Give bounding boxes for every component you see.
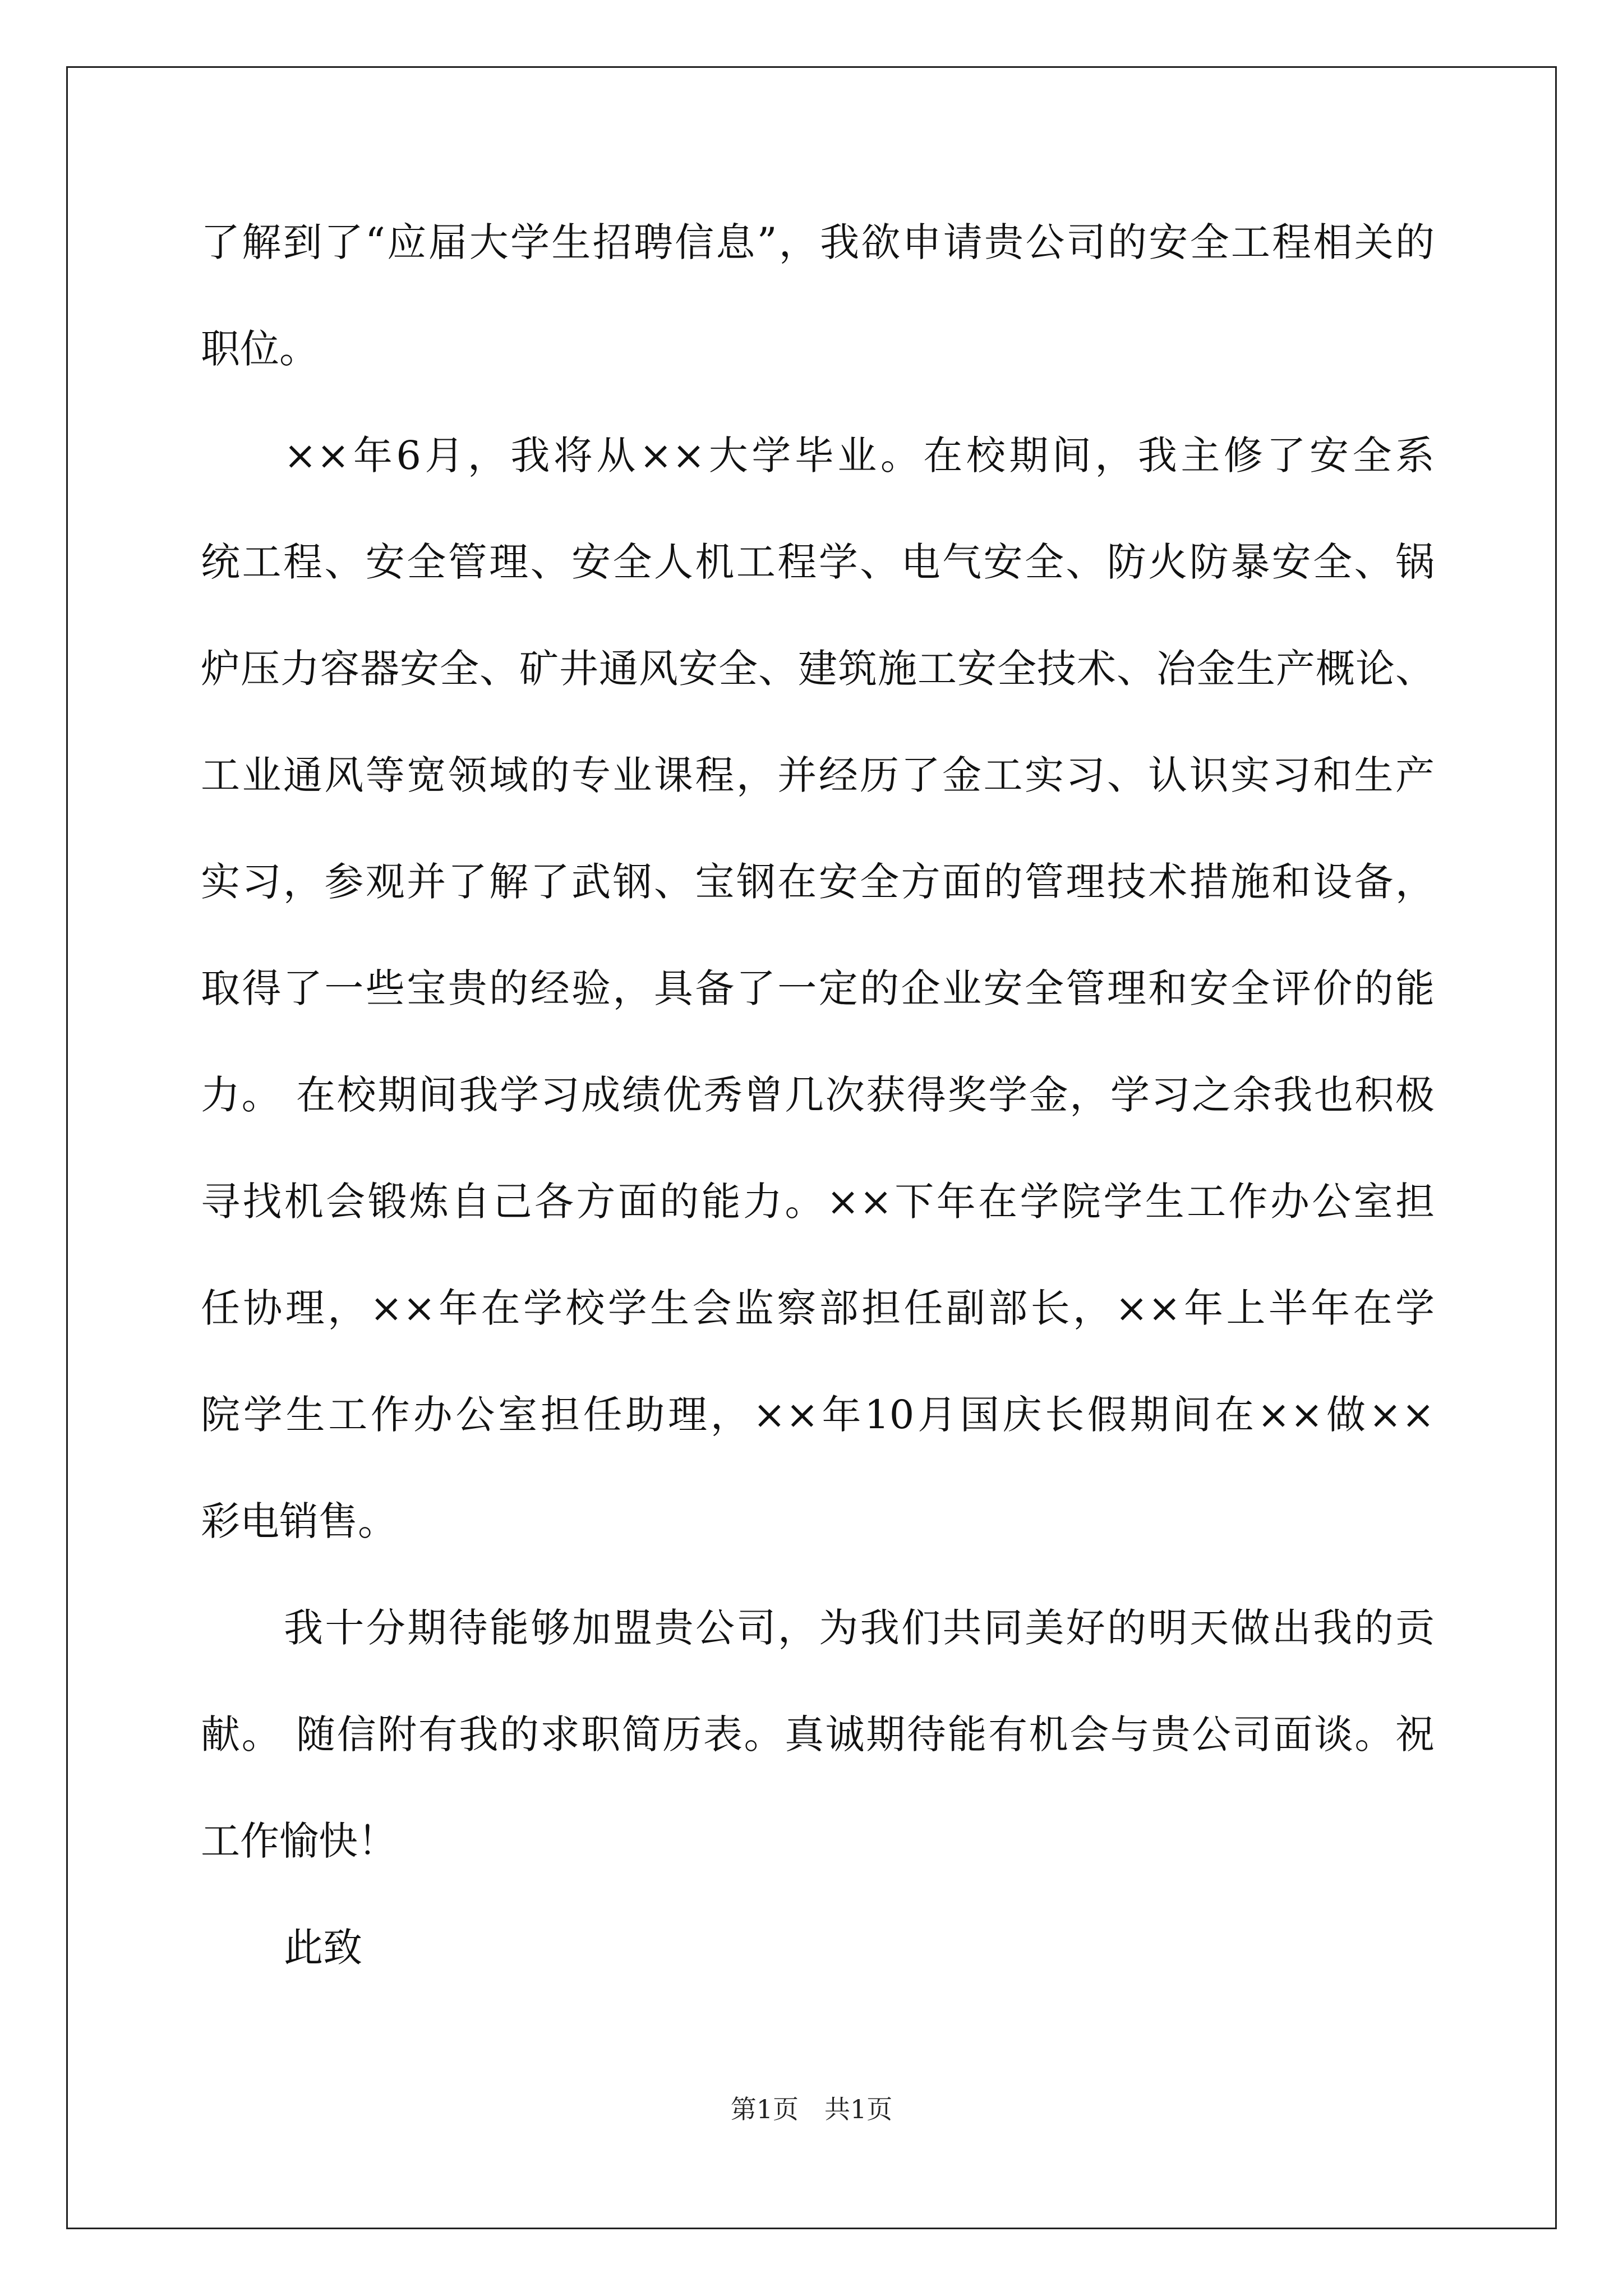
- letter-line-16: 工作愉快！: [201, 1818, 397, 1864]
- letter-line-6: 工业通风等宽领域的专业课程，并经历了金工实习、认识实习和生产: [201, 752, 1435, 798]
- letter-line-8: 取得了一些宝贵的经验，具备了一定的企业安全管理和安全评价的能: [201, 965, 1435, 1011]
- letter-line-5: 炉压力容器安全、矿井通风安全、建筑施工安全技术、冶金生产概论、: [201, 646, 1435, 692]
- letter-line-2: 职位。: [201, 326, 319, 372]
- letter-line-7: 实习，参观并了解了武钢、宝钢在安全方面的管理技术措施和设备，: [201, 859, 1435, 905]
- letter-line-15: 献。 随信附有我的求职简历表。真诚期待能有机会与贵公司面谈。祝: [201, 1711, 1435, 1757]
- letter-line-3: ××年6月，我将从××大学毕业。在校期间，我主修了安全系: [284, 432, 1435, 478]
- letter-line-10: 寻找机会锻炼自己各方面的能力。××下年在学院学生工作办公室担: [201, 1179, 1435, 1225]
- letter-line-11: 任协理，××年在学校学生会监察部担任副部长，××年上半年在学: [201, 1285, 1435, 1331]
- letter-line-13: 彩电销售。: [201, 1498, 397, 1544]
- letter-line-1: 了解到了“应届大学生招聘信息”，我欲申请贵公司的安全工程相关的: [201, 219, 1435, 265]
- letter-line-9: 力。 在校期间我学习成绩优秀曾几次获得奖学金，学习之余我也积极: [201, 1072, 1435, 1118]
- page-border: [66, 66, 1557, 2229]
- letter-line-4: 统工程、安全管理、安全人机工程学、电气安全、防火防暴安全、锅: [201, 539, 1435, 585]
- letter-line-12: 院学生工作办公室担任助理，××年10月国庆长假期间在××做××: [201, 1392, 1435, 1438]
- page-number-footer: 第1页 共1页: [730, 2094, 893, 2124]
- letter-closing: 此致: [284, 1925, 362, 1971]
- letter-line-14: 我十分期待能够加盟贵公司，为我们共同美好的明天做出我的贡: [284, 1605, 1435, 1651]
